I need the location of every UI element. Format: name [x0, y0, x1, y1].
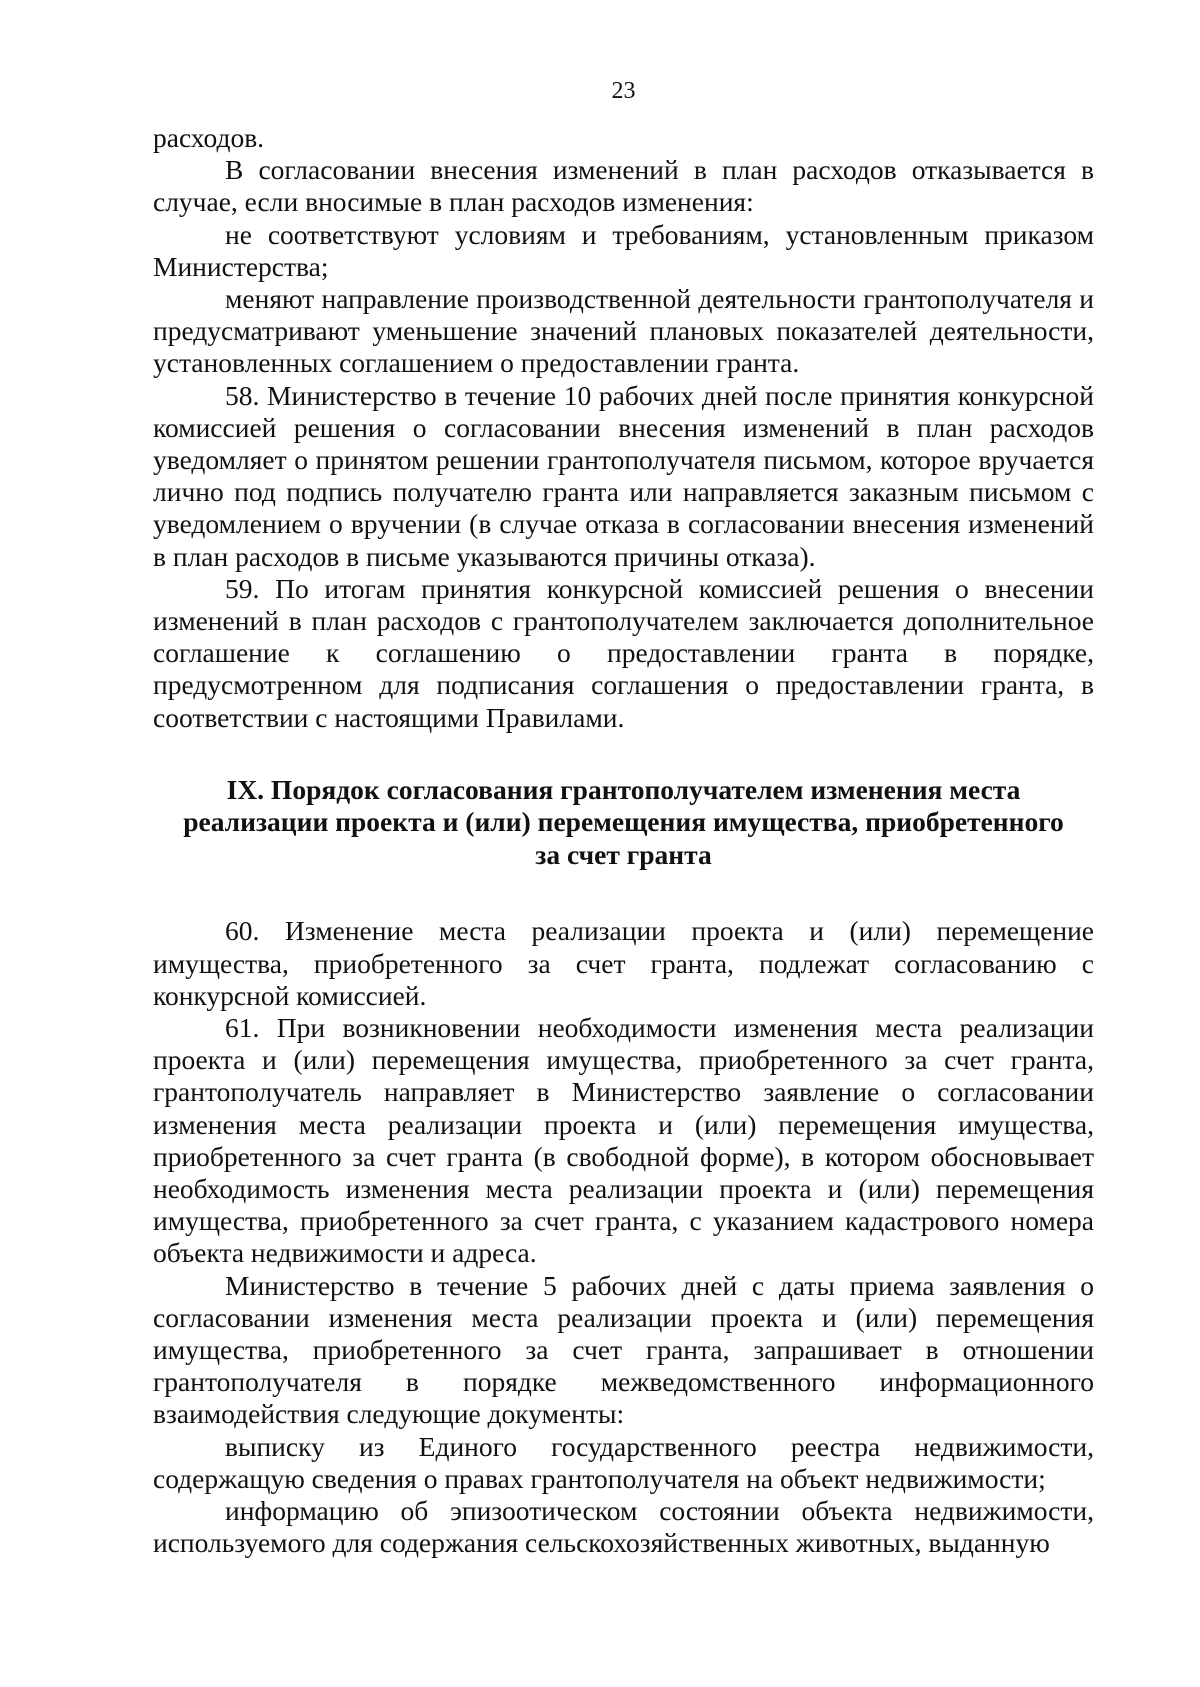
document-body	[153, 122, 1094, 1559]
section-heading-line-2: реализации проекта и (или) перемещения имущества, приобретенного	[183, 806, 1064, 838]
paragraph-condition-1: не соответствуют условиям и требованиям, установленным приказом Министерства;	[153, 218, 1094, 282]
section-heading-line-3: за счет гранта	[535, 838, 712, 870]
paragraph-61: 61. При возникновении необходимости изменения места реализации проекта и (или) перемещения имущества, приобретенного за счет гранта, грантополучатель направляет в Министерство заявление о согласовании изменения места реализации проекта и (или) перемещения имущества, приобретенного за счет гранта (в свободной форме), в котором обосновывает необходимость изменения места реализации проекта и (или) перемещения имущества, приобретенного за счет гранта, с указанием кадастрового номера объекта недвижимости и адреса.	[153, 1011, 1094, 1269]
paragraph-condition-2: меняют направление производственной деятельности грантополучателя и предусматривают уменьшение значений плановых показателей деятельности, установленных соглашением о предоставлении гранта.	[153, 283, 1094, 379]
paragraph-60: 60. Изменение места реализации проекта и (или) перемещение имущества, приобретенного за счет гранта, подлежат согласованию с конкурсной комиссией.	[153, 915, 1094, 1011]
paragraph-59: 59. По итогам принятия конкурсной комиссией решения о внесении изменений в план расходов с грантополучателем заключается дополнительное соглашение к соглашению о предоставлении гранта в порядке, предусмотренном для подписания соглашения о предоставлении гранта, в соответствии с настоящими Правилами.	[153, 572, 1094, 733]
paragraph-58: 58. Министерство в течение 10 рабочих дней после принятия конкурсной комиссией решения о согласовании внесения изменений в план расходов уведомляет о принятом решении грантополучателя письмом, которое вручается лично под подпись получателю гранта или направляется заказным письмом с уведомлением о вручении (в случае отказа в согласовании внесения изменений в план расходов в письме указываются причины отказа).	[153, 379, 1094, 572]
page-number: 23	[611, 78, 636, 104]
paragraph-ministry-request: Министерство в течение 5 рабочих дней с даты приема заявления о согласовании изменения места реализации проекта и (или) перемещения имущества, приобретенного за счет гранта, запрашивает в отношении грантополучателя в порядке межведомственного информационного взаимодействия следующие документы:	[153, 1269, 1094, 1430]
paragraph-continuation: расходов.	[153, 122, 265, 153]
document-page	[153, 0, 1094, 1687]
paragraph-refusal-conditions: В согласовании внесения изменений в план расходов отказывается в случае, если вносимые в план расходов изменения:	[153, 154, 1094, 218]
paragraph-document-egrn: выписку из Единого государственного реестра недвижимости, содержащую сведения о правах грантополучателя на объект недвижимости;	[153, 1430, 1094, 1494]
paragraph-document-epizootic: информацию об эпизоотическом состоянии объекта недвижимости, используемого для содержания сельскохозяйственных животных, выданную	[153, 1495, 1094, 1559]
section-heading-line-1: IX. Порядок согласования грантополучателем изменения места	[226, 773, 1021, 805]
section-heading	[153, 774, 1094, 872]
